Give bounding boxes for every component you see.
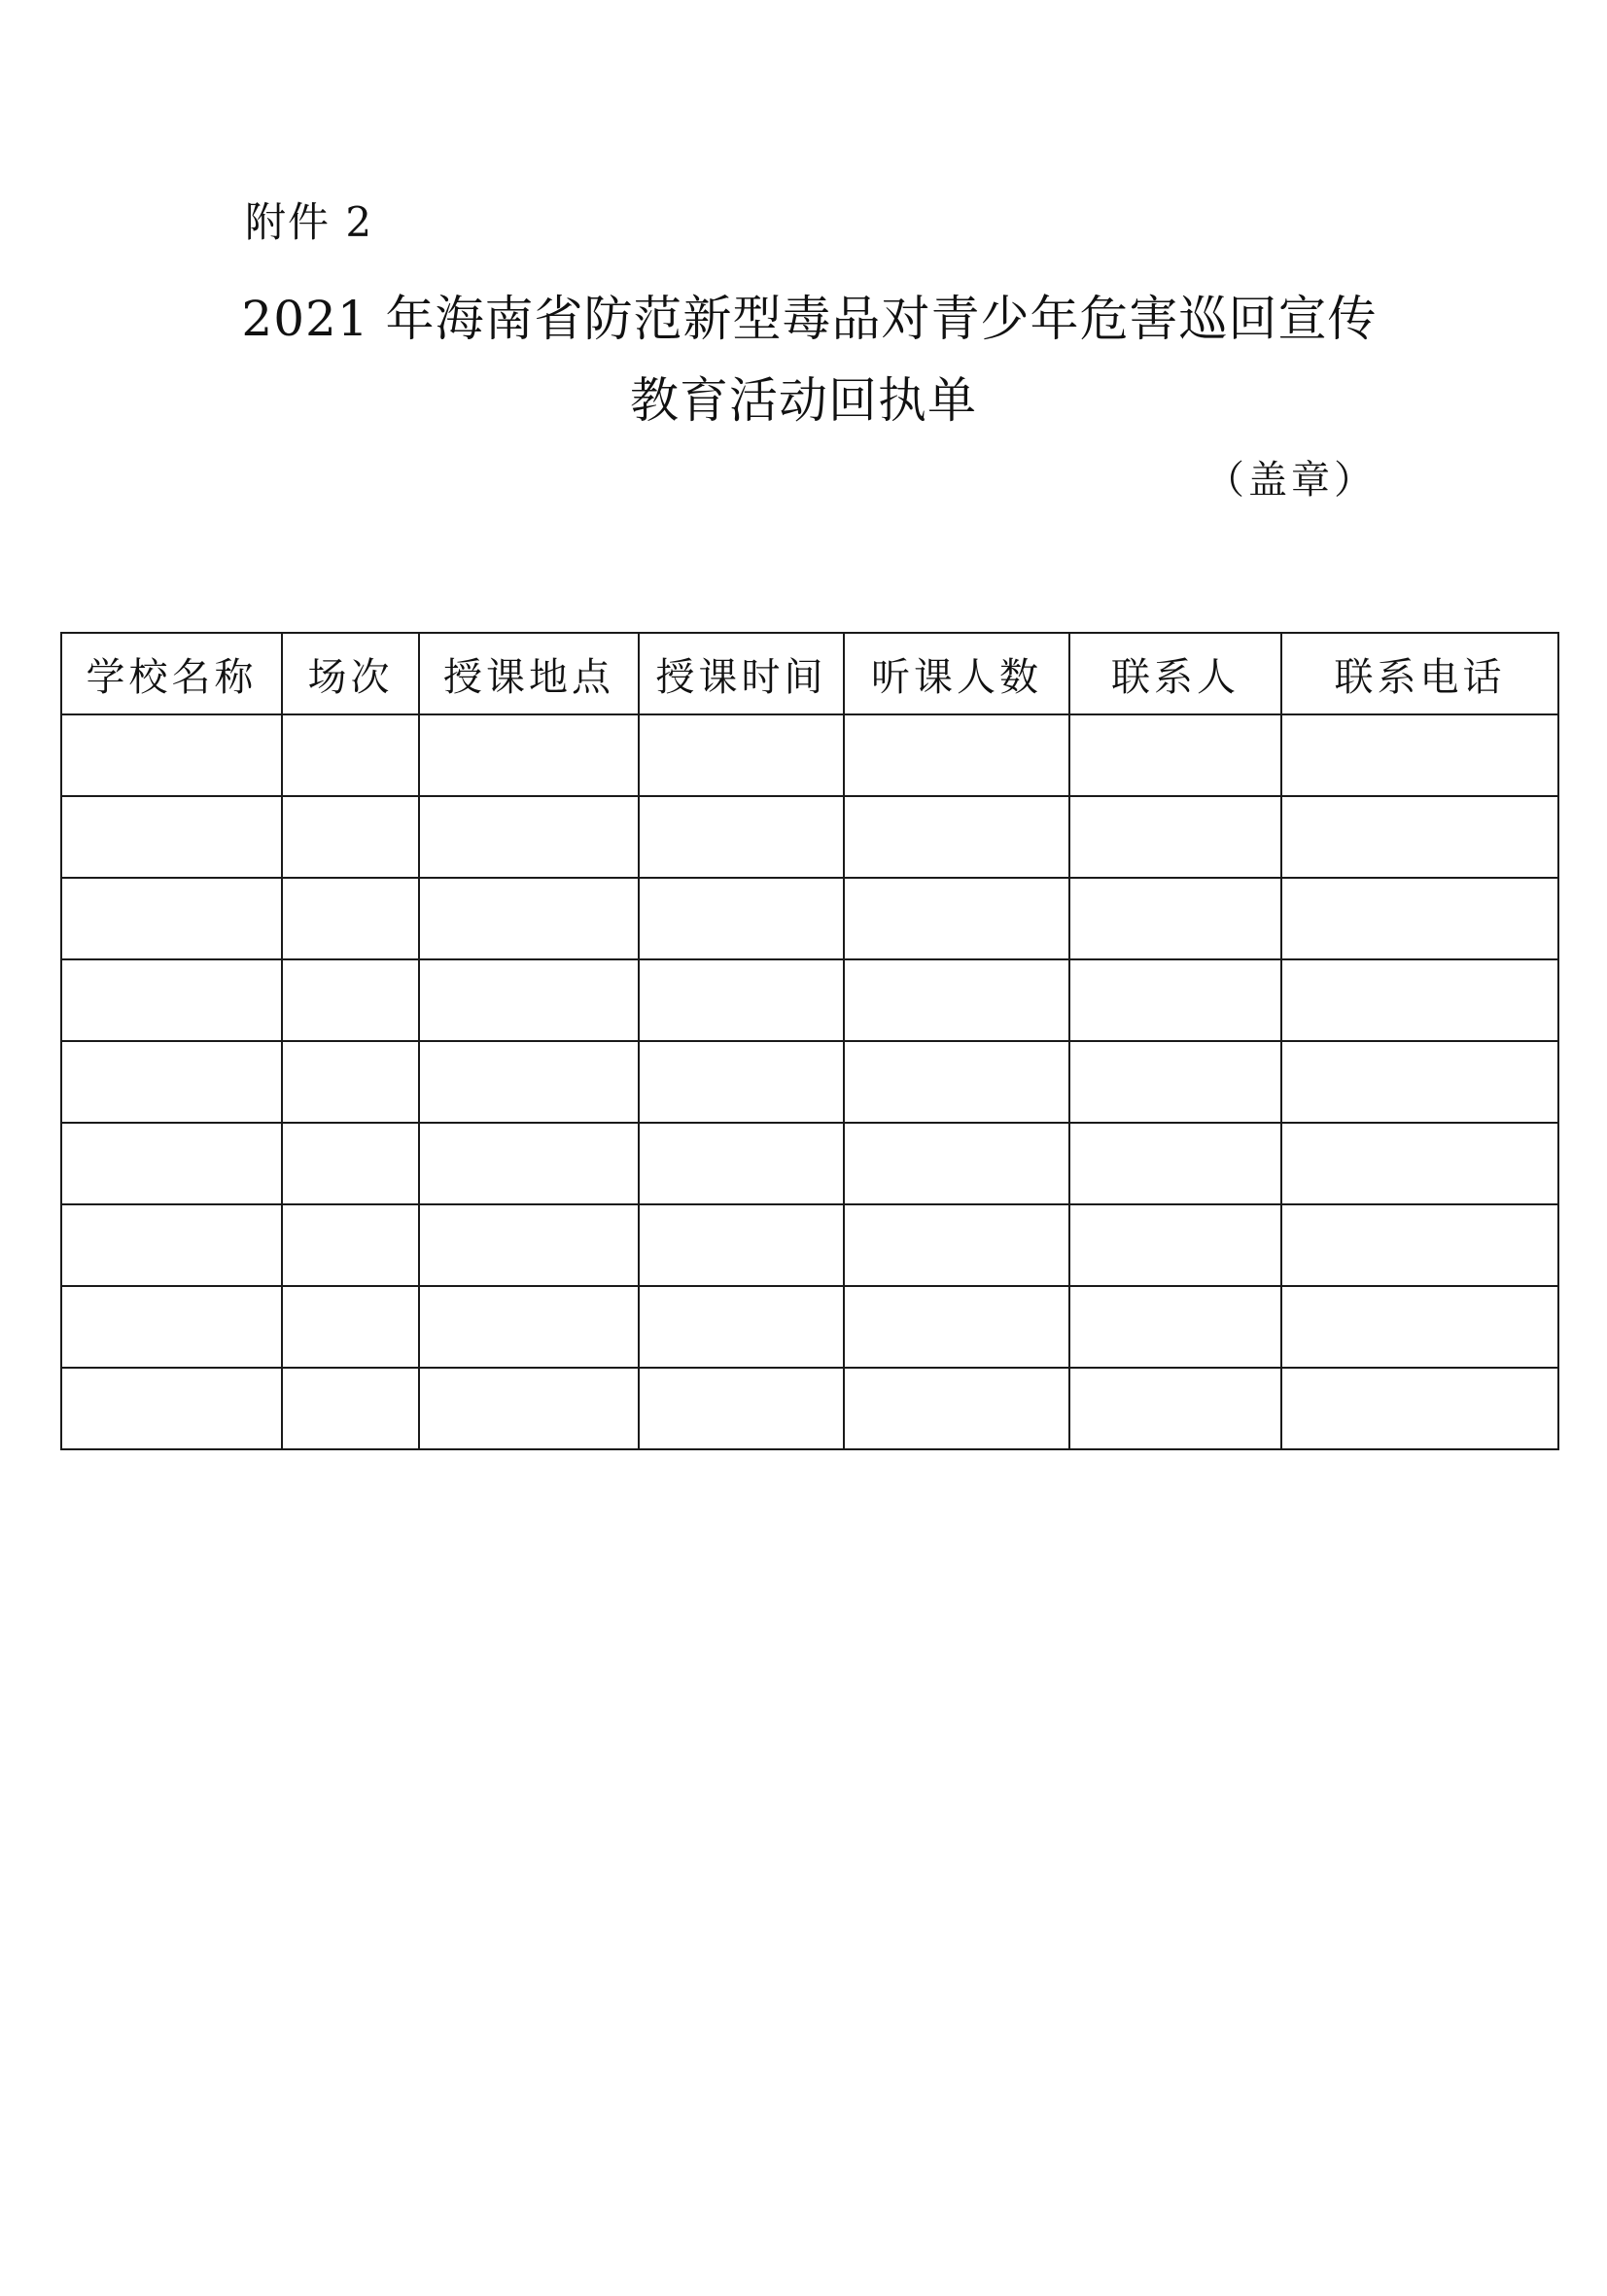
table-row	[61, 1368, 1558, 1449]
table-cell-blank	[282, 714, 419, 796]
table-cell-blank	[639, 796, 844, 878]
table-cell-blank	[844, 1286, 1069, 1368]
table-cell-blank	[844, 959, 1069, 1041]
column-header-school-name: 学校名称	[61, 633, 282, 714]
table-cell-blank	[419, 1041, 639, 1123]
table-cell-blank	[61, 1204, 282, 1286]
table-cell-blank	[1281, 714, 1558, 796]
table-row	[61, 878, 1558, 959]
table-cell-blank	[282, 1286, 419, 1368]
table-row	[61, 1123, 1558, 1204]
table-cell-blank	[282, 1204, 419, 1286]
table-cell-blank	[419, 714, 639, 796]
table-row	[61, 1041, 1558, 1123]
table-cell-blank	[419, 796, 639, 878]
table-cell-blank	[1069, 959, 1281, 1041]
table-cell-blank	[1281, 1286, 1558, 1368]
table-cell-blank	[639, 1041, 844, 1123]
table-cell-blank	[844, 1368, 1069, 1449]
table-cell-blank	[61, 959, 282, 1041]
table-cell-blank	[61, 714, 282, 796]
table-cell-blank	[639, 714, 844, 796]
table-cell-blank	[1281, 796, 1558, 878]
table-row	[61, 1286, 1558, 1368]
table-cell-blank	[844, 1204, 1069, 1286]
table-cell-blank	[1281, 1204, 1558, 1286]
seal-note: （盖章）	[1205, 458, 1377, 503]
table-cell-blank	[844, 714, 1069, 796]
table-cell-blank	[1069, 714, 1281, 796]
table-cell-blank	[1069, 1368, 1281, 1449]
table-cell-blank	[282, 1123, 419, 1204]
table-cell-blank	[282, 1368, 419, 1449]
table-cell-blank	[61, 1123, 282, 1204]
table-cell-blank	[61, 878, 282, 959]
table-cell-blank	[1069, 1123, 1281, 1204]
table-row	[61, 1204, 1558, 1286]
table-cell-blank	[1281, 1041, 1558, 1123]
table-cell-blank	[419, 878, 639, 959]
document-title-line-1: 2021 年海南省防范新型毒品对青少年危害巡回宣传	[241, 291, 1378, 347]
table-cell-blank	[1069, 796, 1281, 878]
table-cell-blank	[639, 1368, 844, 1449]
table-cell-blank	[282, 959, 419, 1041]
table-cell-blank	[844, 796, 1069, 878]
document-title-line-2: 教育活动回执单	[630, 372, 977, 429]
column-header-venue: 授课地点	[419, 633, 639, 714]
attachment-label: 附件 2	[245, 198, 374, 246]
table-cell-blank	[639, 959, 844, 1041]
table-cell-blank	[639, 878, 844, 959]
column-header-attendees: 听课人数	[844, 633, 1069, 714]
column-header-time: 授课时间	[639, 633, 844, 714]
table-cell-blank	[844, 1123, 1069, 1204]
table-cell-blank	[61, 1041, 282, 1123]
table-header-row	[61, 633, 1558, 714]
table-cell-blank	[1069, 1204, 1281, 1286]
column-header-contact-phone: 联系电话	[1281, 633, 1558, 714]
column-header-session: 场次	[282, 633, 419, 714]
table-cell-blank	[282, 878, 419, 959]
table-cell-blank	[639, 1204, 844, 1286]
table-body	[61, 714, 1558, 1449]
table-cell-blank	[282, 1041, 419, 1123]
table-cell-blank	[1281, 959, 1558, 1041]
table-cell-blank	[1069, 1286, 1281, 1368]
table-cell-blank	[1281, 878, 1558, 959]
table-row	[61, 796, 1558, 878]
table-cell-blank	[1281, 1123, 1558, 1204]
table-cell-blank	[1281, 1368, 1558, 1449]
table-cell-blank	[61, 1286, 282, 1368]
table-cell-blank	[1069, 878, 1281, 959]
table-cell-blank	[419, 959, 639, 1041]
table-cell-blank	[419, 1204, 639, 1286]
table-cell-blank	[61, 796, 282, 878]
table-cell-blank	[419, 1286, 639, 1368]
column-header-contact-person: 联系人	[1069, 633, 1281, 714]
table-cell-blank	[282, 796, 419, 878]
table-row	[61, 959, 1558, 1041]
table-cell-blank	[844, 1041, 1069, 1123]
table-row	[61, 714, 1558, 796]
table-cell-blank	[419, 1368, 639, 1449]
table-cell-blank	[844, 878, 1069, 959]
table-cell-blank	[61, 1368, 282, 1449]
table-cell-blank	[419, 1123, 639, 1204]
reply-form-table	[60, 632, 1559, 1450]
table-cell-blank	[639, 1123, 844, 1204]
table-cell-blank	[639, 1286, 844, 1368]
table-cell-blank	[1069, 1041, 1281, 1123]
